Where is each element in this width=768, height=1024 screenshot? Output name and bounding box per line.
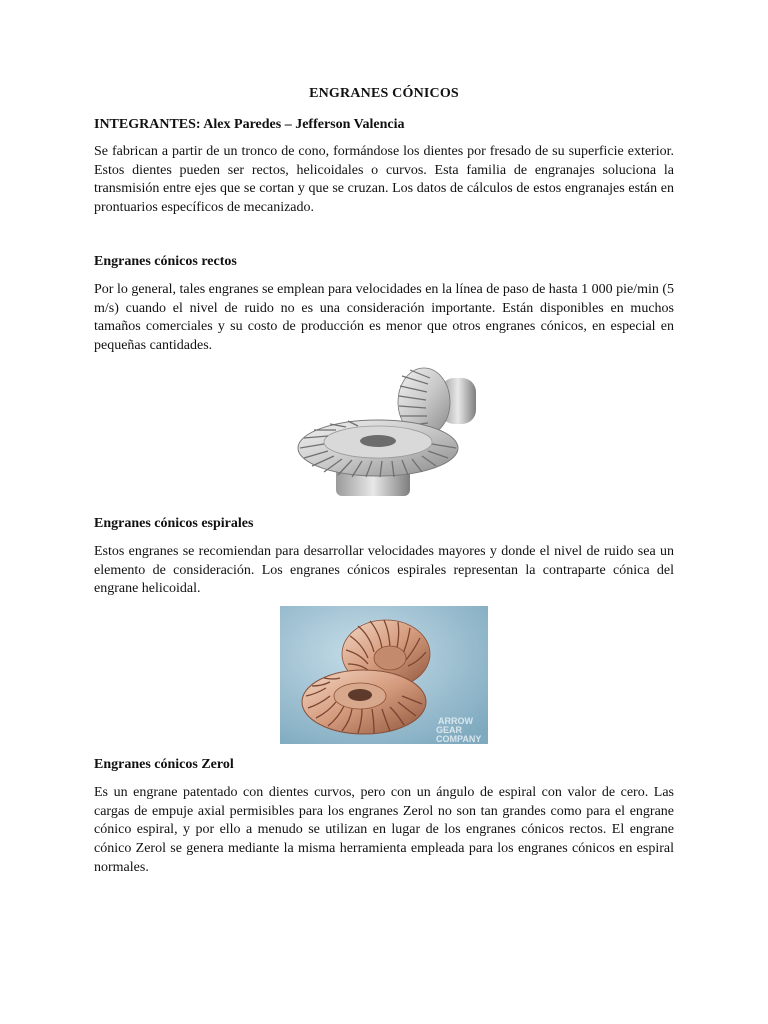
section-body-rectos: Por lo general, tales engranes se emplean para velocidades en la línea de paso de hasta 1 000 pie/min (5 m/s) cuando el nivel de ruido no es una consideración importante. Están disponibles en muchos tamaños comerciales y su costo de producción es menor que otros engranes cónicos, en especial en pequeñas cantidades. [94,282,675,354]
spiral-bevel-gear-image [280,606,488,744]
straight-bevel-gear-photo [290,362,488,504]
watermark-line-2: GEAR [436,725,463,735]
watermark-line-3: COMPANY [436,734,482,744]
section-body-zerol: Es un engrane patentado con dientes curvos, pero con un ángulo de espiral con valor de cero. Las cargas de empuje axial permisibles para los engranes Zerol no son tan grandes como para el engrane cónico espiral, y por ello a menudo se utilizan en lugar de los engranes cónicos rectos. El engrane cónico Zerol se genera mediante la misma herramienta empleada para los engranes cónicos en espiral normales. [94,785,674,875]
document-title: ENGRANES CÓNICOS [309,86,459,101]
main-bevel-gear [298,420,458,477]
straight-bevel-gear-image [290,362,488,504]
section-heading-espirales: Engranes cónicos espirales [94,516,254,531]
section-body-espirales: Estos engranes se recomiendan para desarrollar velocidades mayores y donde el nivel de ruido sea un elemento de consideración. Los engranes cónicos espirales representan la contraparte cónica del engrane helicoidal. [94,544,674,597]
section-heading-rectos: Engranes cónicos rectos [94,254,237,269]
spiral-bevel-gear-photo [280,606,488,744]
intro-paragraph: Se fabrican a partir de un tronco de cono, formándose los dientes por fresado de su superficie exterior. Estos dientes pueden ser rectos, helicoidales o curvos. Esta familia de engranajes soluciona la transmisión entre ejes que se cortan y que se cruzan. Los datos de cálculos de estos engranajes están en prontuarios específicos de mecanizado. [94,144,674,216]
members-line: INTEGRANTES: Alex Paredes – Jefferson Valencia [94,117,405,132]
watermark-line-1: ARROW [438,716,473,726]
spiral-main-gear [302,670,426,734]
section-heading-zerol: Engranes cónicos Zerol [94,757,234,772]
